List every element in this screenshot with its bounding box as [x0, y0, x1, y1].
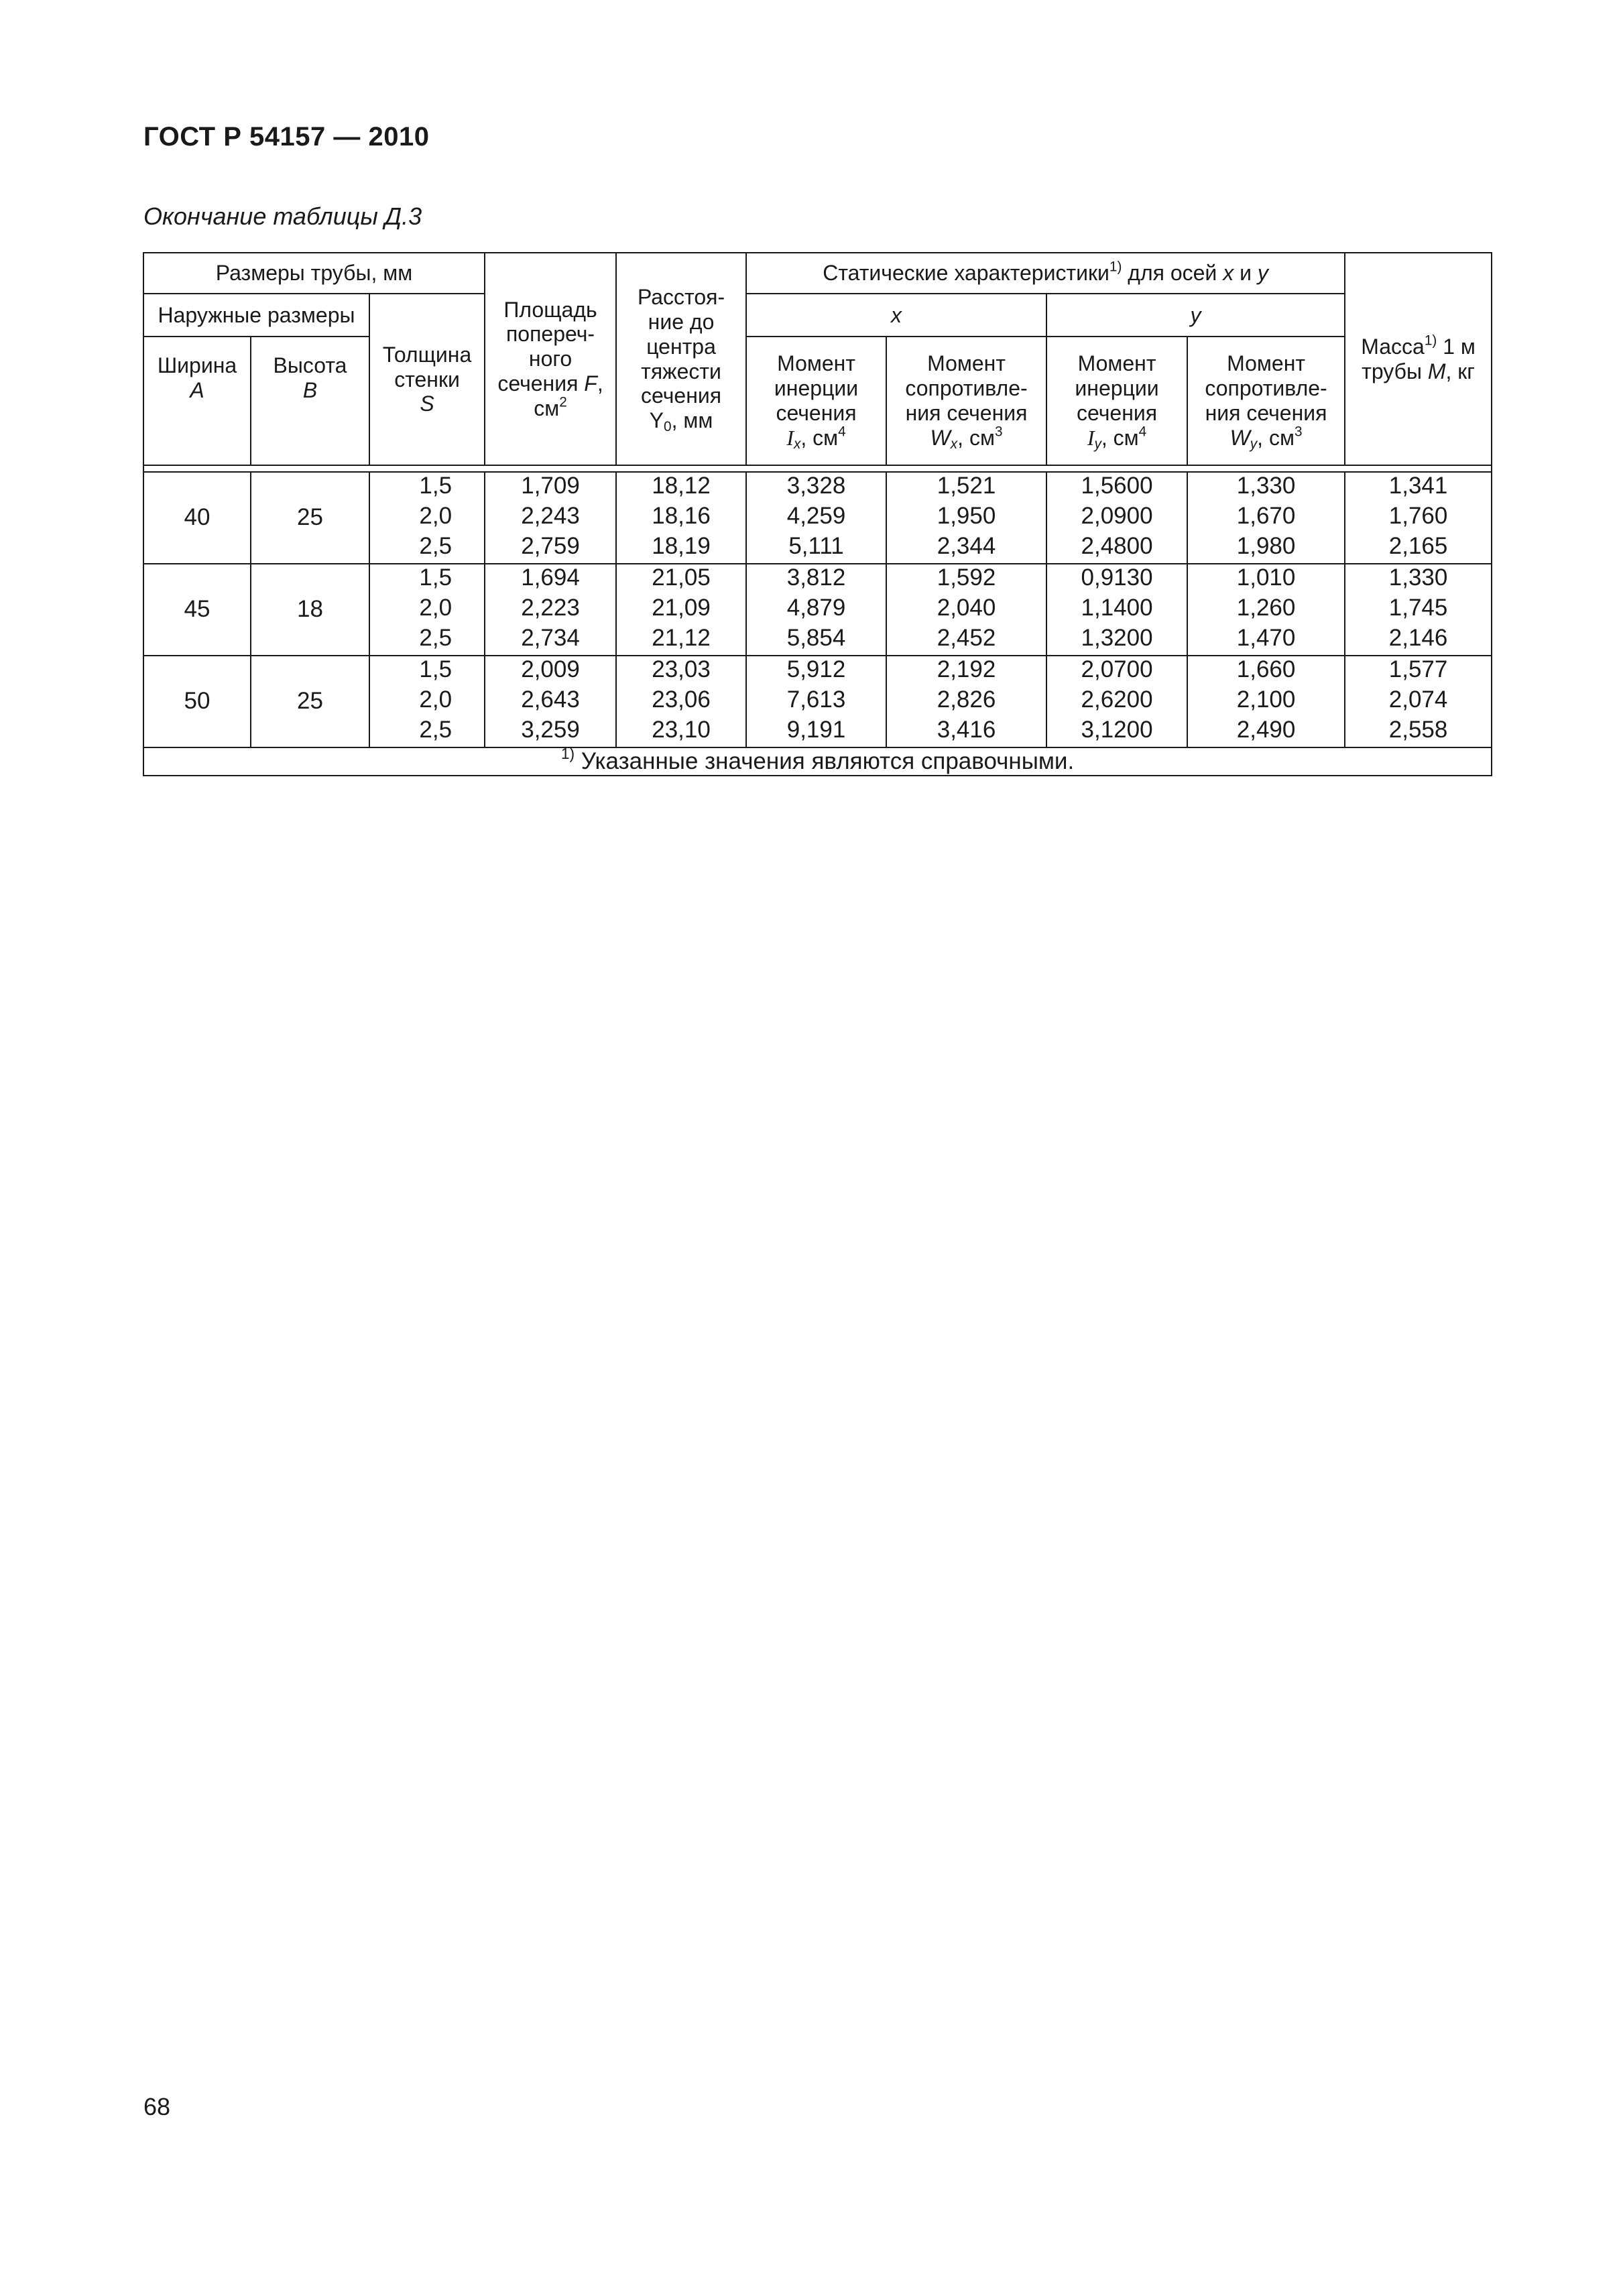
document-title: ГОСТ Р 54157 — 2010 — [143, 122, 430, 152]
header-width: Ширина A — [143, 337, 251, 465]
cell-width: 45 — [143, 564, 251, 656]
properties-table — [143, 252, 1492, 776]
cell-distance: 23,03 23,06 23,10 — [616, 656, 746, 747]
cell-area: 2,009 2,643 3,259 — [485, 656, 616, 747]
cell-width: 40 — [143, 472, 251, 564]
cell-wx: 1,592 2,040 2,452 — [886, 564, 1046, 656]
cell-mass: 1,341 1,760 2,165 — [1345, 472, 1492, 564]
header-mass: Масса$^{1)}$ 1 м трубы M, кг — [1345, 253, 1492, 465]
header-static-characteristics: Статические характеристики$^{1)}$ для осей x и y — [746, 253, 1345, 294]
header-inertia-x: Момент инерции сечения $I_x$, $см^4$ — [746, 337, 886, 465]
cell-distance: 21,05 21,09 21,12 — [616, 564, 746, 656]
cell-thickness: 1,5 2,0 2,5 — [369, 472, 485, 564]
table-row-group-2 — [143, 564, 1492, 656]
cell-iy: 0,9130 1,1400 1,3200 — [1046, 564, 1187, 656]
cell-height: 25 — [251, 656, 369, 747]
table-caption: Окончание таблицы Д.3 — [143, 202, 422, 230]
cell-mass: 1,577 2,074 2,558 — [1345, 656, 1492, 747]
table-row-group-3 — [143, 656, 1492, 747]
cell-thickness: 1,5 2,0 2,5 — [369, 564, 485, 656]
header-area: Площадь попереч- ного сечения F, $см^2$ — [485, 253, 616, 465]
cell-wy: 1,660 2,100 2,490 — [1187, 656, 1345, 747]
header-outer-dimensions: Наружные размеры — [143, 294, 369, 337]
cell-wy: 1,010 1,260 1,470 — [1187, 564, 1345, 656]
header-pipe-dimensions: Размеры трубы, мм — [143, 253, 485, 294]
header-double-rule — [143, 465, 1492, 472]
cell-area: 1,709 2,243 2,759 — [485, 472, 616, 564]
table-footnote: $^{1)}$ Указанные значения являются справочными. — [143, 747, 1492, 776]
cell-wx: 1,521 1,950 2,344 — [886, 472, 1046, 564]
cell-mass: 1,330 1,745 2,146 — [1345, 564, 1492, 656]
cell-iy: 1,5600 2,0900 2,4800 — [1046, 472, 1187, 564]
header-wall-thickness: Толщина стенки S — [369, 294, 485, 465]
cell-height: 25 — [251, 472, 369, 564]
header-axis-y: y — [1046, 294, 1345, 337]
cell-height: 18 — [251, 564, 369, 656]
table-row-group-1 — [143, 472, 1492, 564]
cell-ix: 3,328 4,259 5,111 — [746, 472, 886, 564]
cell-ix: 5,912 7,613 9,191 — [746, 656, 886, 747]
cell-width: 50 — [143, 656, 251, 747]
cell-distance: 18,12 18,16 18,19 — [616, 472, 746, 564]
cell-area: 1,694 2,223 2,734 — [485, 564, 616, 656]
header-inertia-y: Момент инерции сечения $I_y$, $см^4$ — [1046, 337, 1187, 465]
header-axis-x: x — [746, 294, 1046, 337]
cell-thickness: 1,5 2,0 2,5 — [369, 656, 485, 747]
header-height: Высота B — [251, 337, 369, 465]
cell-wx: 2,192 2,826 3,416 — [886, 656, 1046, 747]
cell-wy: 1,330 1,670 1,980 — [1187, 472, 1345, 564]
page-number: 68 — [143, 2093, 171, 2120]
header-centroid-distance: Расстоя- ние до центра тяжести сечения $Y_0$, мм — [616, 253, 746, 465]
header-resistance-x: Момент сопротивле- ния сечения $W_x$, $см^3$ — [886, 337, 1046, 465]
cell-iy: 2,0700 2,6200 3,1200 — [1046, 656, 1187, 747]
header-resistance-y: Момент сопротивле- ния сечения $W_y$, $см^3$ — [1187, 337, 1345, 465]
cell-ix: 3,812 4,879 5,854 — [746, 564, 886, 656]
